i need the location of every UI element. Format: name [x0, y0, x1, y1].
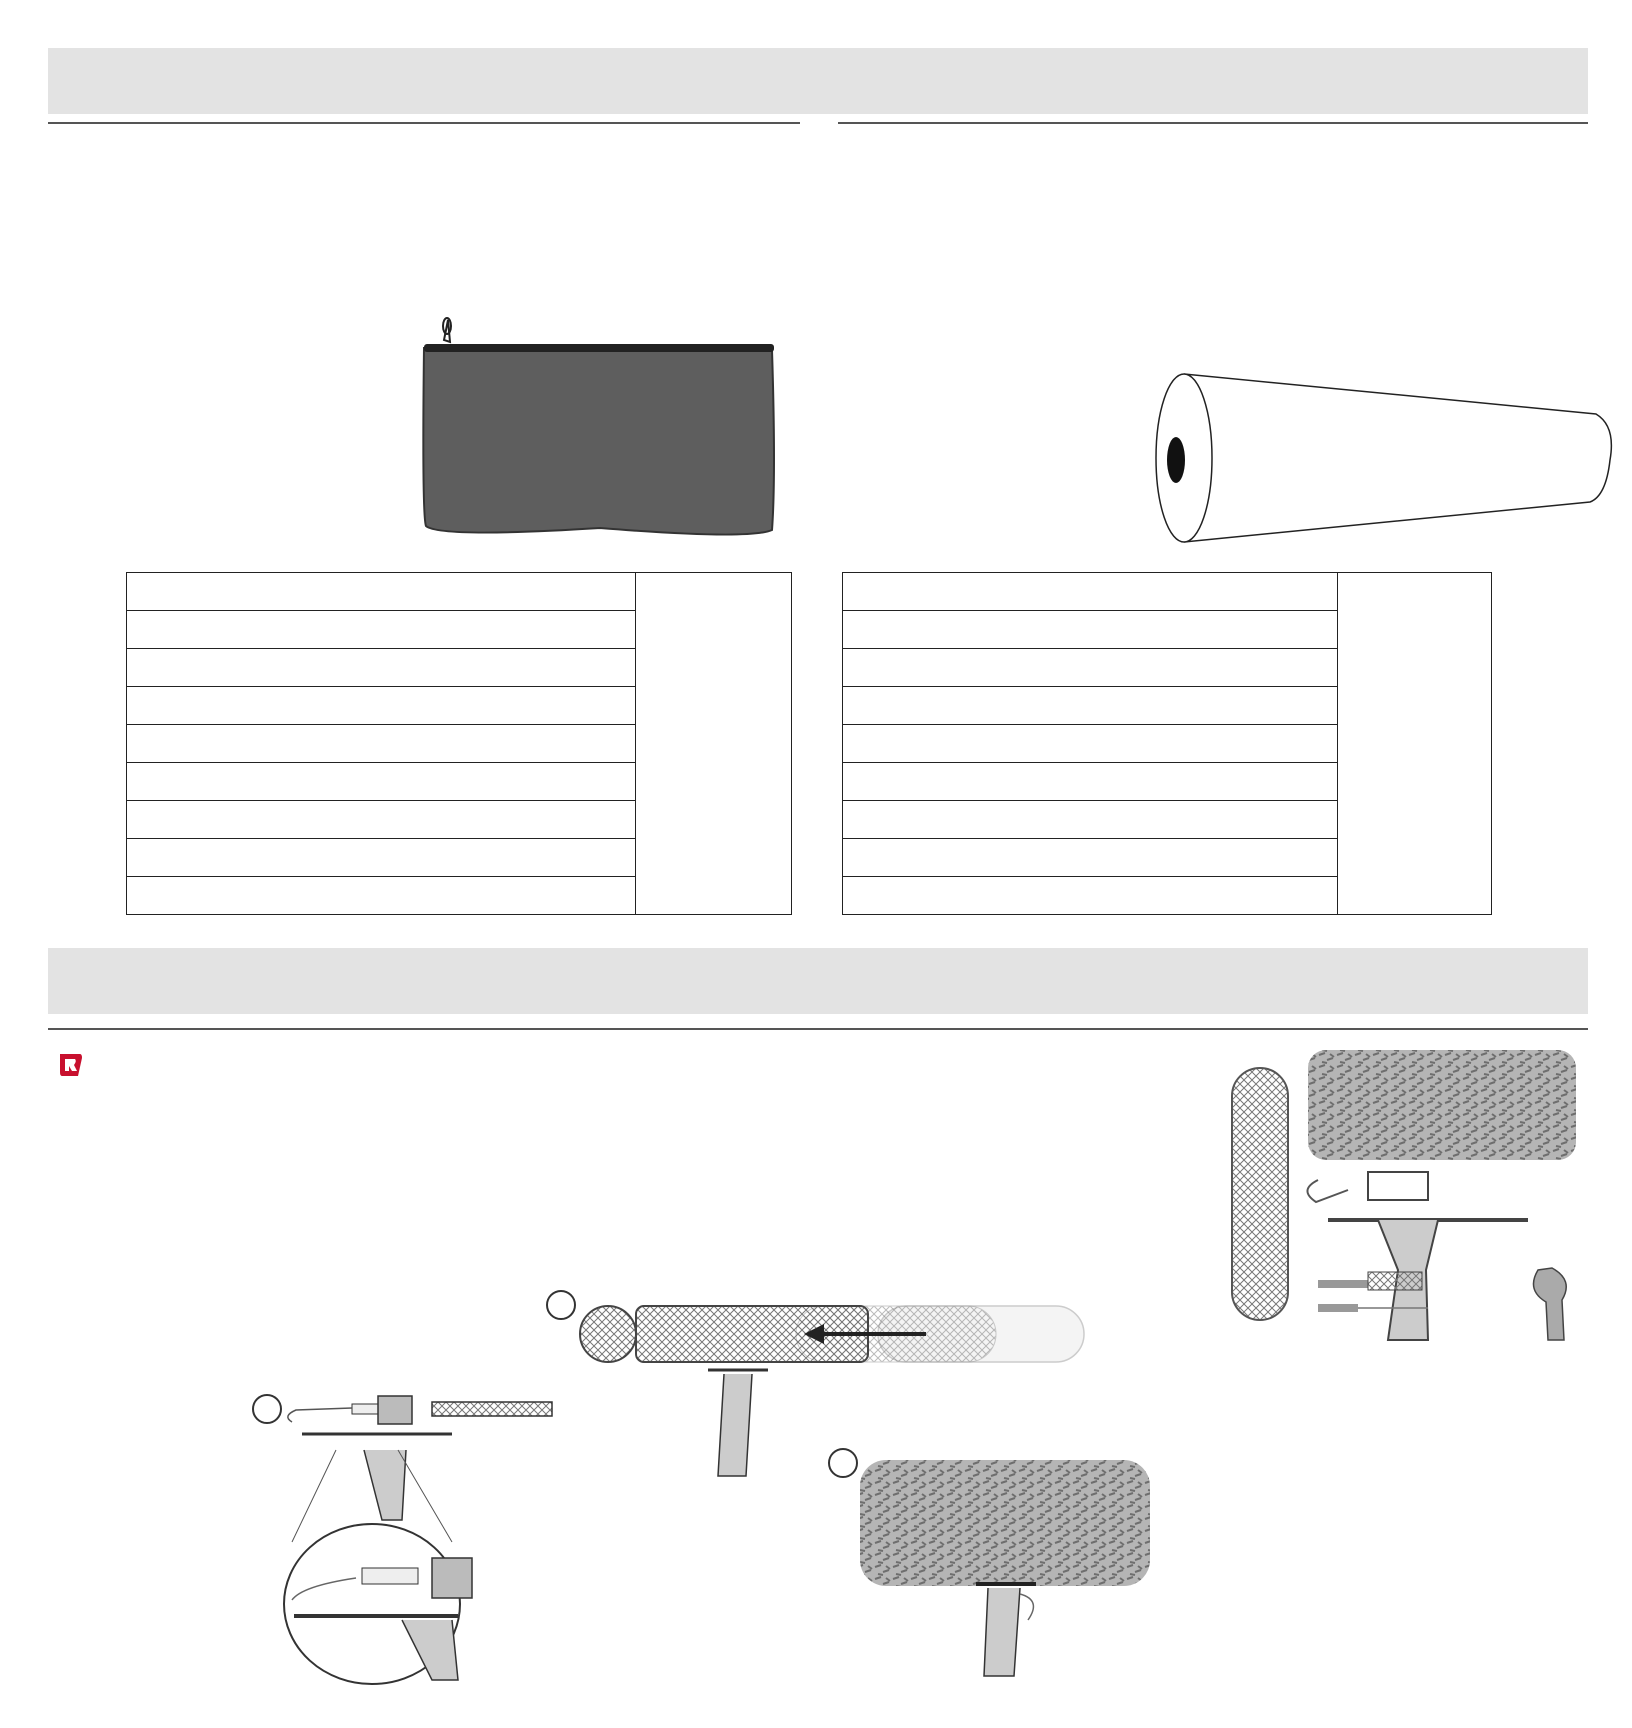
pouch-illustration	[420, 316, 780, 542]
middle-rule	[48, 1028, 1588, 1030]
step-3-illustration	[856, 1444, 1156, 1684]
rycote-kit-illustration	[1228, 1040, 1588, 1360]
middle-header-band	[48, 948, 1588, 1014]
step-1-illustration	[282, 1390, 558, 1686]
rycote-logo-icon	[58, 1052, 84, 1078]
foam-windscreen-illustration	[1146, 370, 1616, 546]
step-2-marker	[546, 1290, 576, 1320]
rycote-logo	[58, 1048, 86, 1082]
top-header-band	[48, 48, 1588, 114]
left-spec-table	[126, 572, 792, 915]
step-3-marker	[828, 1448, 858, 1478]
step-1-marker	[252, 1394, 282, 1424]
left-column-rule	[48, 122, 800, 124]
right-column-rule	[838, 122, 1588, 124]
right-spec-table	[842, 572, 1492, 915]
